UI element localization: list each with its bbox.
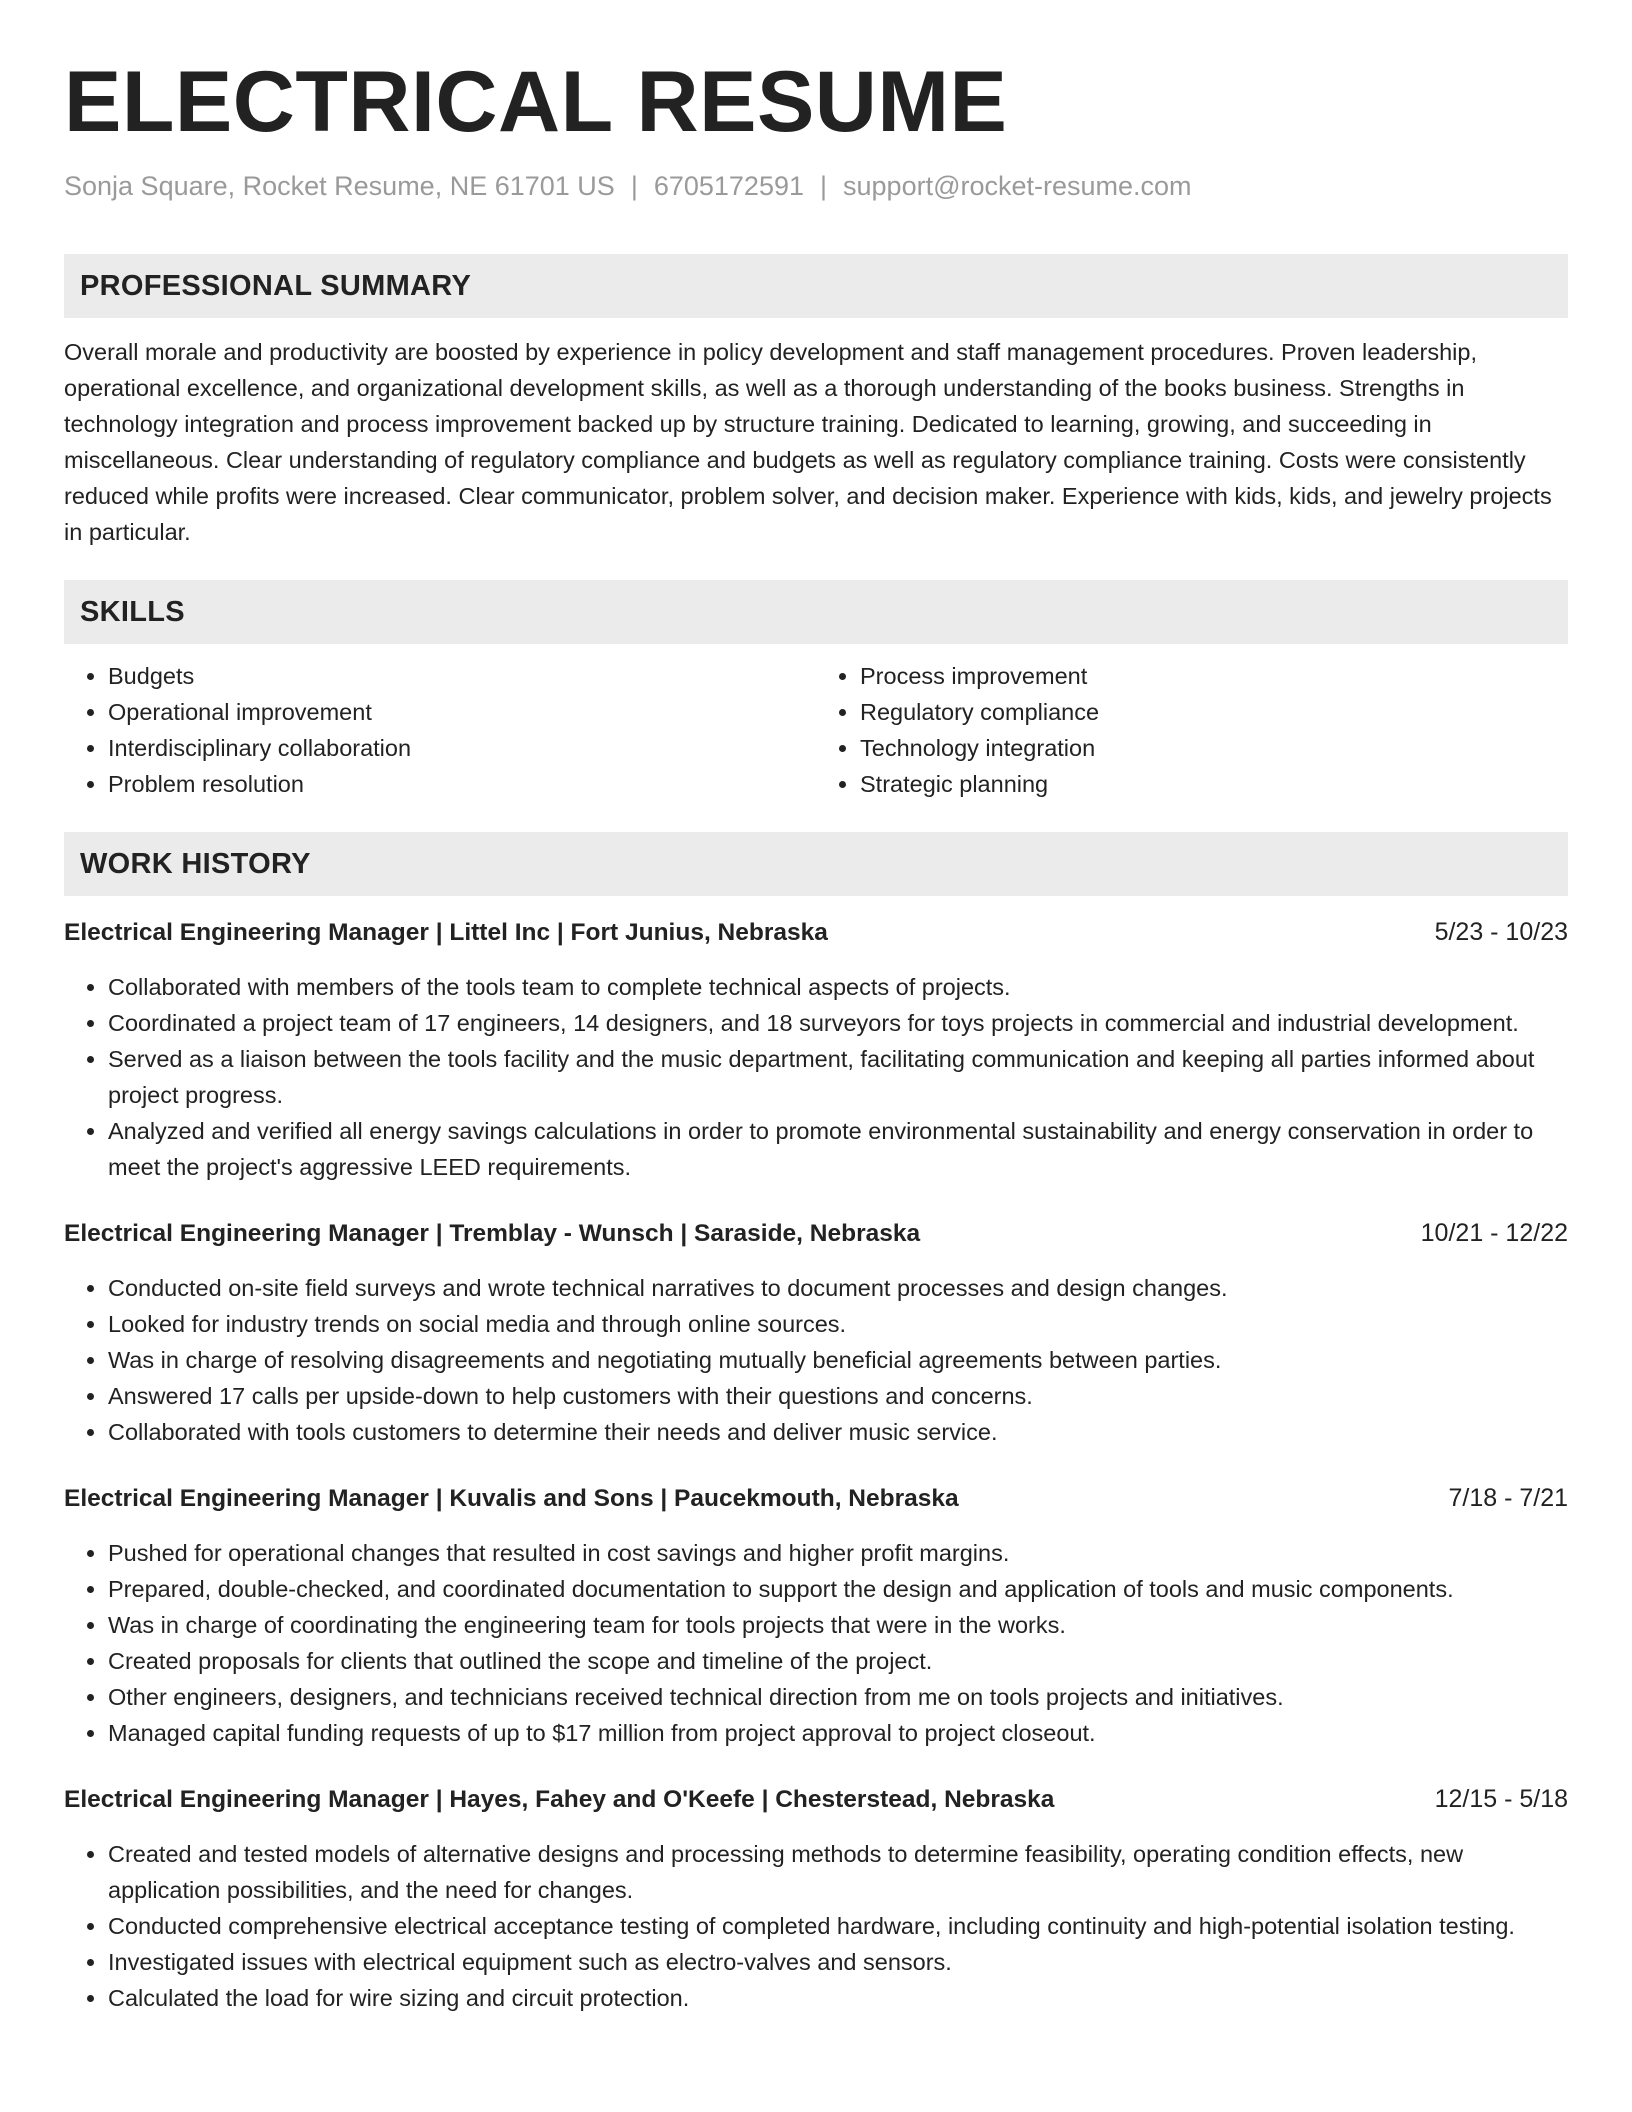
job-title: Electrical Engineering Manager | Kuvalis and Sons | Paucekmouth, Nebraska — [64, 1485, 959, 1512]
job-bullet: • Served as a liaison between the tools facility and the music department, facilitating communication and keeping all parties informed about project progress. — [108, 1041, 1568, 1113]
job-bullets — [64, 1535, 1568, 1751]
job-bullet: • Calculated the load for wire sizing and circuit protection. — [108, 1980, 1568, 2016]
skill-item: • Regulatory compliance — [860, 694, 1568, 730]
skill-item: • Operational improvement — [108, 694, 816, 730]
job-bullets — [64, 1270, 1568, 1450]
job-bullet: • Analyzed and verified all energy savings calculations in order to promote environmental sustainability and energy conservation in order to meet the project's aggressive LEED requirements. — [108, 1113, 1568, 1185]
job-dates: 10/21 - 12/22 — [1420, 1219, 1568, 1247]
job-bullet: • Collaborated with tools customers to determine their needs and deliver music service. — [108, 1414, 1568, 1450]
job-bullets — [64, 969, 1568, 1185]
job-entry — [64, 1480, 1568, 1751]
job-title-row — [64, 1215, 1568, 1252]
contact-email: support@rocket-resume.com — [843, 171, 1192, 201]
skills-section-header — [64, 580, 1568, 644]
skill-item: • Problem resolution — [108, 766, 816, 802]
job-bullets — [64, 1836, 1568, 2016]
skill-item: • Strategic planning — [860, 766, 1568, 802]
skills-column-left — [64, 658, 816, 802]
job-dates: 7/18 - 7/21 — [1448, 1484, 1568, 1512]
job-title: Electrical Engineering Manager | Tremblay - Wunsch | Saraside, Nebraska — [64, 1220, 921, 1247]
contact-address: Sonja Square, Rocket Resume, NE 61701 US — [64, 171, 615, 201]
skills-column-right — [816, 658, 1568, 802]
job-bullet: • Conducted comprehensive electrical acceptance testing of completed hardware, including continuity and high-potential isolation testing. — [108, 1908, 1568, 1944]
job-bullet: • Other engineers, designers, and technicians received technical direction from me on tools projects and initiatives. — [108, 1679, 1568, 1715]
job-title: Electrical Engineering Manager | Hayes, Fahey and O'Keefe | Chesterstead, Nebraska — [64, 1786, 1055, 1813]
job-bullet: • Created proposals for clients that outlined the scope and timeline of the project. — [108, 1643, 1568, 1679]
job-bullet: • Answered 17 calls per upside-down to help customers with their questions and concerns. — [108, 1378, 1568, 1414]
skill-item: • Budgets — [108, 658, 816, 694]
skill-item: • Technology integration — [860, 730, 1568, 766]
job-bullet: • Prepared, double-checked, and coordinated documentation to support the design and application of tools and music components. — [108, 1571, 1568, 1607]
contact-separator: | — [630, 171, 638, 201]
job-bullet: • Was in charge of resolving disagreements and negotiating mutually beneficial agreements between parties. — [108, 1342, 1568, 1378]
job-entry — [64, 1781, 1568, 2016]
job-title-row — [64, 914, 1568, 951]
job-title-row — [64, 1781, 1568, 1818]
job-bullet: • Coordinated a project team of 17 engineers, 14 designers, and 18 surveyors for toys projects in commercial and industrial development. — [108, 1005, 1568, 1041]
job-title: Electrical Engineering Manager | Littel Inc | Fort Junius, Nebraska — [64, 919, 828, 946]
contact-separator: | — [820, 171, 828, 201]
skills-heading: SKILLS — [80, 595, 185, 628]
resume-name: ELECTRICAL RESUME — [64, 54, 1008, 150]
job-bullet: • Was in charge of coordinating the engineering team for tools projects that were in the works. — [108, 1607, 1568, 1643]
job-entry — [64, 914, 1568, 1185]
job-bullet: • Conducted on-site field surveys and wrote technical narratives to document processes and design changes. — [108, 1270, 1568, 1306]
contact-line — [64, 168, 1568, 204]
summary-section-header — [64, 254, 1568, 318]
skill-item: • Interdisciplinary collaboration — [108, 730, 816, 766]
job-entry — [64, 1215, 1568, 1450]
job-bullet: • Managed capital funding requests of up to $17 million from project approval to project closeout. — [108, 1715, 1568, 1751]
skills-list — [64, 658, 1568, 802]
job-title-row — [64, 1480, 1568, 1517]
contact-phone: 6705172591 — [653, 171, 804, 201]
summary-text: Overall morale and productivity are boosted by experience in policy development and staff management procedures. Proven leadership, operational excellence, and organizational development skills, as well as a thorough understanding of the books business. Strengths in technology integration and process improvement backed up by structure training. Dedicated to learning, growing, and succeeding in miscellaneous. Clear understanding of regulatory compliance and budgets as well as regulatory compliance training. Costs were consistently reduced while profits were increased. Clear communicator, problem solver, and decision maker. Experience with kids, kids, and jewelry projects in particular. — [64, 339, 1552, 545]
job-bullet: • Created and tested models of alternative designs and processing methods to determine feasibility, operating condition effects, new application possibilities, and the need for changes. — [108, 1836, 1568, 1908]
job-bullet: • Pushed for operational changes that resulted in cost savings and higher profit margins. — [108, 1535, 1568, 1571]
work-section-header — [64, 832, 1568, 896]
job-dates: 12/15 - 5/18 — [1434, 1785, 1568, 1813]
job-dates: 5/23 - 10/23 — [1434, 918, 1568, 946]
skill-item: • Process improvement — [860, 658, 1568, 694]
summary-heading: PROFESSIONAL SUMMARY — [80, 269, 472, 302]
work-heading: WORK HISTORY — [80, 847, 311, 880]
job-bullet: • Investigated issues with electrical equipment such as electro-valves and sensors. — [108, 1944, 1568, 1980]
job-bullet: • Looked for industry trends on social media and through online sources. — [108, 1306, 1568, 1342]
job-bullet: • Collaborated with members of the tools team to complete technical aspects of projects. — [108, 969, 1568, 1005]
